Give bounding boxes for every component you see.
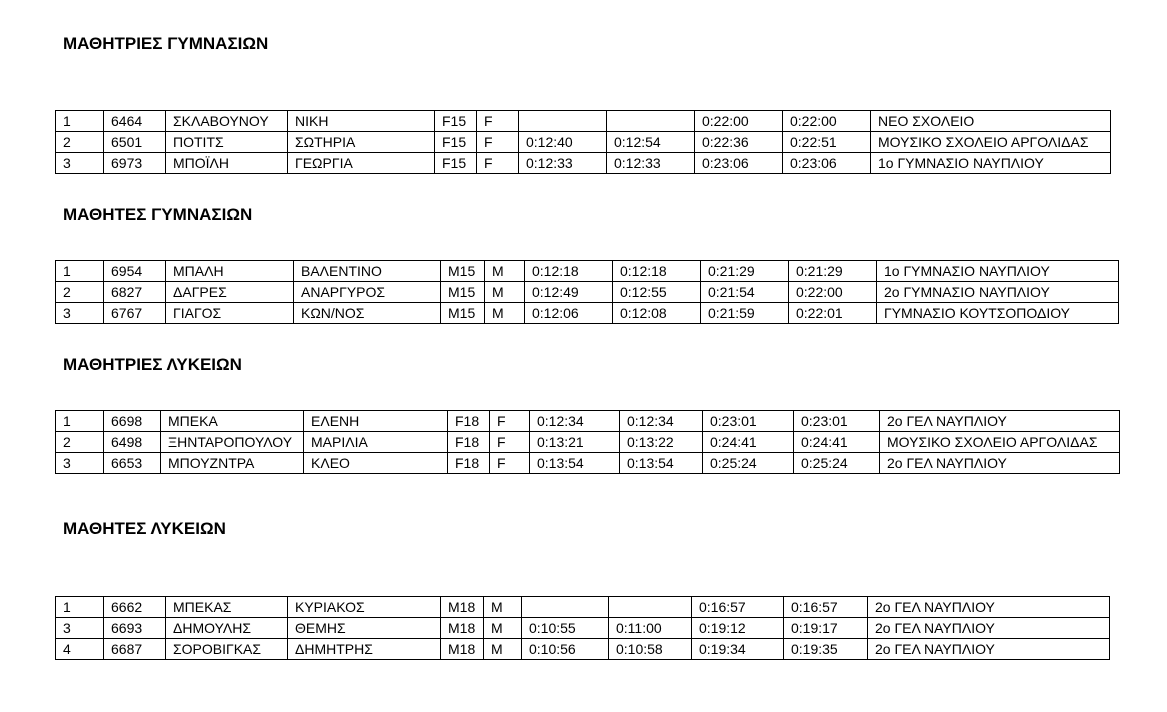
bib-cell: 6687 [104,639,166,660]
split-chip-time-cell: 0:13:22 [620,432,703,453]
table-row [56,432,1120,453]
table-row [56,639,1110,660]
results-table [55,260,1119,324]
finish-time-cell: 0:22:36 [695,132,783,153]
surname-cell: ΜΠΑΛΗ [166,261,294,282]
split-time-cell: 0:12:49 [525,282,613,303]
table-row [56,597,1110,618]
category-cell: M15 [441,303,485,324]
surname-cell: ΔΗΜΟΥΛΗΣ [166,618,288,639]
school-cell: 2ο ΓΕΛ ΝΑΥΠΛΙΟΥ [868,597,1110,618]
split-chip-time-cell: 0:12:33 [607,153,695,174]
split-time-cell [519,111,607,132]
rank-cell: 3 [56,153,104,174]
rank-cell: 1 [56,261,104,282]
gender-cell: F [477,132,519,153]
gender-cell: M [485,261,525,282]
firstname-cell: ΑΝΑΡΓΥΡΟΣ [294,282,441,303]
bib-cell: 6767 [104,303,166,324]
bib-cell: 6827 [104,282,166,303]
split-time-cell: 0:12:33 [519,153,607,174]
finish-time-cell: 0:19:34 [692,639,784,660]
chip-time-cell: 0:19:17 [784,618,868,639]
gender-cell: F [490,411,530,432]
section-title: ΜΑΘΗΤΕΣ ΛΥΚΕΙΩΝ [63,519,226,538]
gender-cell: M [484,618,522,639]
gender-cell: M [485,303,525,324]
firstname-cell: ΘΕΜΗΣ [288,618,441,639]
firstname-cell: ΒΑΛΕΝΤΙΝΟ [294,261,441,282]
rank-cell: 2 [56,432,104,453]
category-cell: F15 [435,153,477,174]
split-chip-time-cell [609,597,692,618]
school-cell: 2ο ΓΕΛ ΝΑΥΠΛΙΟΥ [868,618,1110,639]
school-cell: 1ο ΓΥΜΝΑΣΙΟ ΝΑΥΠΛΙΟΥ [871,153,1111,174]
surname-cell: ΔΑΓΡΕΣ [166,282,294,303]
school-cell: 2ο ΓΕΛ ΝΑΥΠΛΙΟΥ [880,411,1120,432]
gender-cell: F [477,111,519,132]
gender-cell: M [484,597,522,618]
finish-time-cell: 0:21:29 [701,261,789,282]
rank-cell: 3 [56,453,104,474]
category-cell: F18 [448,432,490,453]
category-cell: M18 [441,618,484,639]
split-time-cell [522,597,609,618]
split-time-cell: 0:12:06 [525,303,613,324]
firstname-cell: ΕΛΕΝΗ [304,411,448,432]
finish-time-cell: 0:16:57 [692,597,784,618]
firstname-cell: ΜΑΡΙΛΙΑ [304,432,448,453]
surname-cell: ΜΠΟΥΖΝΤΡΑ [161,453,304,474]
school-cell: 2ο ΓΥΜΝΑΣΙΟ ΝΑΥΠΛΙΟΥ [877,282,1119,303]
chip-time-cell: 0:25:24 [794,453,880,474]
split-chip-time-cell: 0:11:00 [609,618,692,639]
finish-time-cell: 0:22:00 [695,111,783,132]
table-row [56,132,1111,153]
bib-cell: 6698 [104,411,161,432]
bib-cell: 6464 [104,111,166,132]
category-cell: M18 [441,597,484,618]
chip-time-cell: 0:22:00 [789,282,877,303]
chip-time-cell: 0:22:51 [783,132,871,153]
bib-cell: 6693 [104,618,166,639]
firstname-cell: ΚΩΝ/ΝΟΣ [294,303,441,324]
split-time-cell: 0:10:55 [522,618,609,639]
firstname-cell: ΓΕΩΡΓΙΑ [288,153,435,174]
rank-cell: 2 [56,132,104,153]
finish-time-cell: 0:25:24 [703,453,794,474]
rank-cell: 3 [56,303,104,324]
surname-cell: ΜΠΕΚΑ [161,411,304,432]
section-title: ΜΑΘΗΤΡΙΕΣ ΓΥΜΝΑΣΙΩΝ [63,34,269,53]
surname-cell: ΠΟΤΙΤΣ [166,132,288,153]
chip-time-cell: 0:16:57 [784,597,868,618]
gender-cell: F [490,432,530,453]
table-row [56,411,1120,432]
rank-cell: 1 [56,411,104,432]
finish-time-cell: 0:24:41 [703,432,794,453]
category-cell: M18 [441,639,484,660]
finish-time-cell: 0:23:01 [703,411,794,432]
surname-cell: ΜΠΕΚΑΣ [166,597,288,618]
split-time-cell: 0:10:56 [522,639,609,660]
split-time-cell: 0:13:21 [530,432,620,453]
split-chip-time-cell: 0:12:55 [613,282,701,303]
category-cell: F15 [435,111,477,132]
split-chip-time-cell: 0:10:58 [609,639,692,660]
bib-cell: 6954 [104,261,166,282]
firstname-cell: ΚΛΕΟ [304,453,448,474]
category-cell: F18 [448,453,490,474]
chip-time-cell: 0:23:06 [783,153,871,174]
school-cell: 1ο ΓΥΜΝΑΣΙΟ ΝΑΥΠΛΙΟΥ [877,261,1119,282]
finish-time-cell: 0:19:12 [692,618,784,639]
split-chip-time-cell: 0:13:54 [620,453,703,474]
school-cell: 2ο ΓΕΛ ΝΑΥΠΛΙΟΥ [880,453,1120,474]
gender-cell: M [485,282,525,303]
rank-cell: 4 [56,639,104,660]
surname-cell: ΜΠΟΪΛΗ [166,153,288,174]
surname-cell: ΓΙΑΓΟΣ [166,303,294,324]
chip-time-cell: 0:22:00 [783,111,871,132]
chip-time-cell: 0:21:29 [789,261,877,282]
table-row [56,618,1110,639]
school-cell: ΜΟΥΣΙΚΟ ΣΧΟΛΕΙΟ ΑΡΓΟΛΙΔΑΣ [880,432,1120,453]
table-row [56,111,1111,132]
split-time-cell: 0:12:40 [519,132,607,153]
results-table [55,410,1120,474]
surname-cell: ΣΚΛΑΒΟΥΝΟΥ [166,111,288,132]
split-chip-time-cell: 0:12:54 [607,132,695,153]
finish-time-cell: 0:23:06 [695,153,783,174]
split-time-cell: 0:13:54 [530,453,620,474]
split-chip-time-cell: 0:12:34 [620,411,703,432]
surname-cell: ΣΟΡΟΒΙΓΚΑΣ [166,639,288,660]
gender-cell: M [484,639,522,660]
table-row [56,282,1119,303]
results-table [55,596,1110,660]
bib-cell: 6498 [104,432,161,453]
gender-cell: F [490,453,530,474]
firstname-cell: ΚΥΡΙΑΚΟΣ [288,597,441,618]
firstname-cell: ΔΗΜΗΤΡΗΣ [288,639,441,660]
chip-time-cell: 0:23:01 [794,411,880,432]
table-row [56,303,1119,324]
bib-cell: 6501 [104,132,166,153]
table-row [56,153,1111,174]
rank-cell: 3 [56,618,104,639]
split-time-cell: 0:12:18 [525,261,613,282]
firstname-cell: ΣΩΤΗΡΙΑ [288,132,435,153]
school-cell: ΜΟΥΣΙΚΟ ΣΧΟΛΕΙΟ ΑΡΓΟΛΙΔΑΣ [871,132,1111,153]
chip-time-cell: 0:24:41 [794,432,880,453]
finish-time-cell: 0:21:54 [701,282,789,303]
chip-time-cell: 0:19:35 [784,639,868,660]
bib-cell: 6662 [104,597,166,618]
section-title: ΜΑΘΗΤΡΙΕΣ ΛΥΚΕΙΩΝ [63,355,242,374]
split-chip-time-cell: 0:12:18 [613,261,701,282]
finish-time-cell: 0:21:59 [701,303,789,324]
split-chip-time-cell: 0:12:08 [613,303,701,324]
table-row [56,261,1119,282]
school-cell: 2ο ΓΕΛ ΝΑΥΠΛΙΟΥ [868,639,1110,660]
rank-cell: 2 [56,282,104,303]
chip-time-cell: 0:22:01 [789,303,877,324]
bib-cell: 6973 [104,153,166,174]
split-chip-time-cell [607,111,695,132]
rank-cell: 1 [56,111,104,132]
firstname-cell: ΝΙΚΗ [288,111,435,132]
bib-cell: 6653 [104,453,161,474]
category-cell: M15 [441,282,485,303]
category-cell: F18 [448,411,490,432]
category-cell: M15 [441,261,485,282]
table-row [56,453,1120,474]
school-cell: ΓΥΜΝΑΣΙΟ ΚΟΥΤΣΟΠΟΔΙΟΥ [877,303,1119,324]
results-table [55,110,1111,174]
section-title: ΜΑΘΗΤΕΣ ΓΥΜΝΑΣΙΩΝ [63,205,253,224]
school-cell: ΝΕΟ ΣΧΟΛΕΙΟ [871,111,1111,132]
surname-cell: ΞΗΝΤΑΡΟΠΟΥΛΟΥ [161,432,304,453]
split-time-cell: 0:12:34 [530,411,620,432]
category-cell: F15 [435,132,477,153]
rank-cell: 1 [56,597,104,618]
gender-cell: F [477,153,519,174]
